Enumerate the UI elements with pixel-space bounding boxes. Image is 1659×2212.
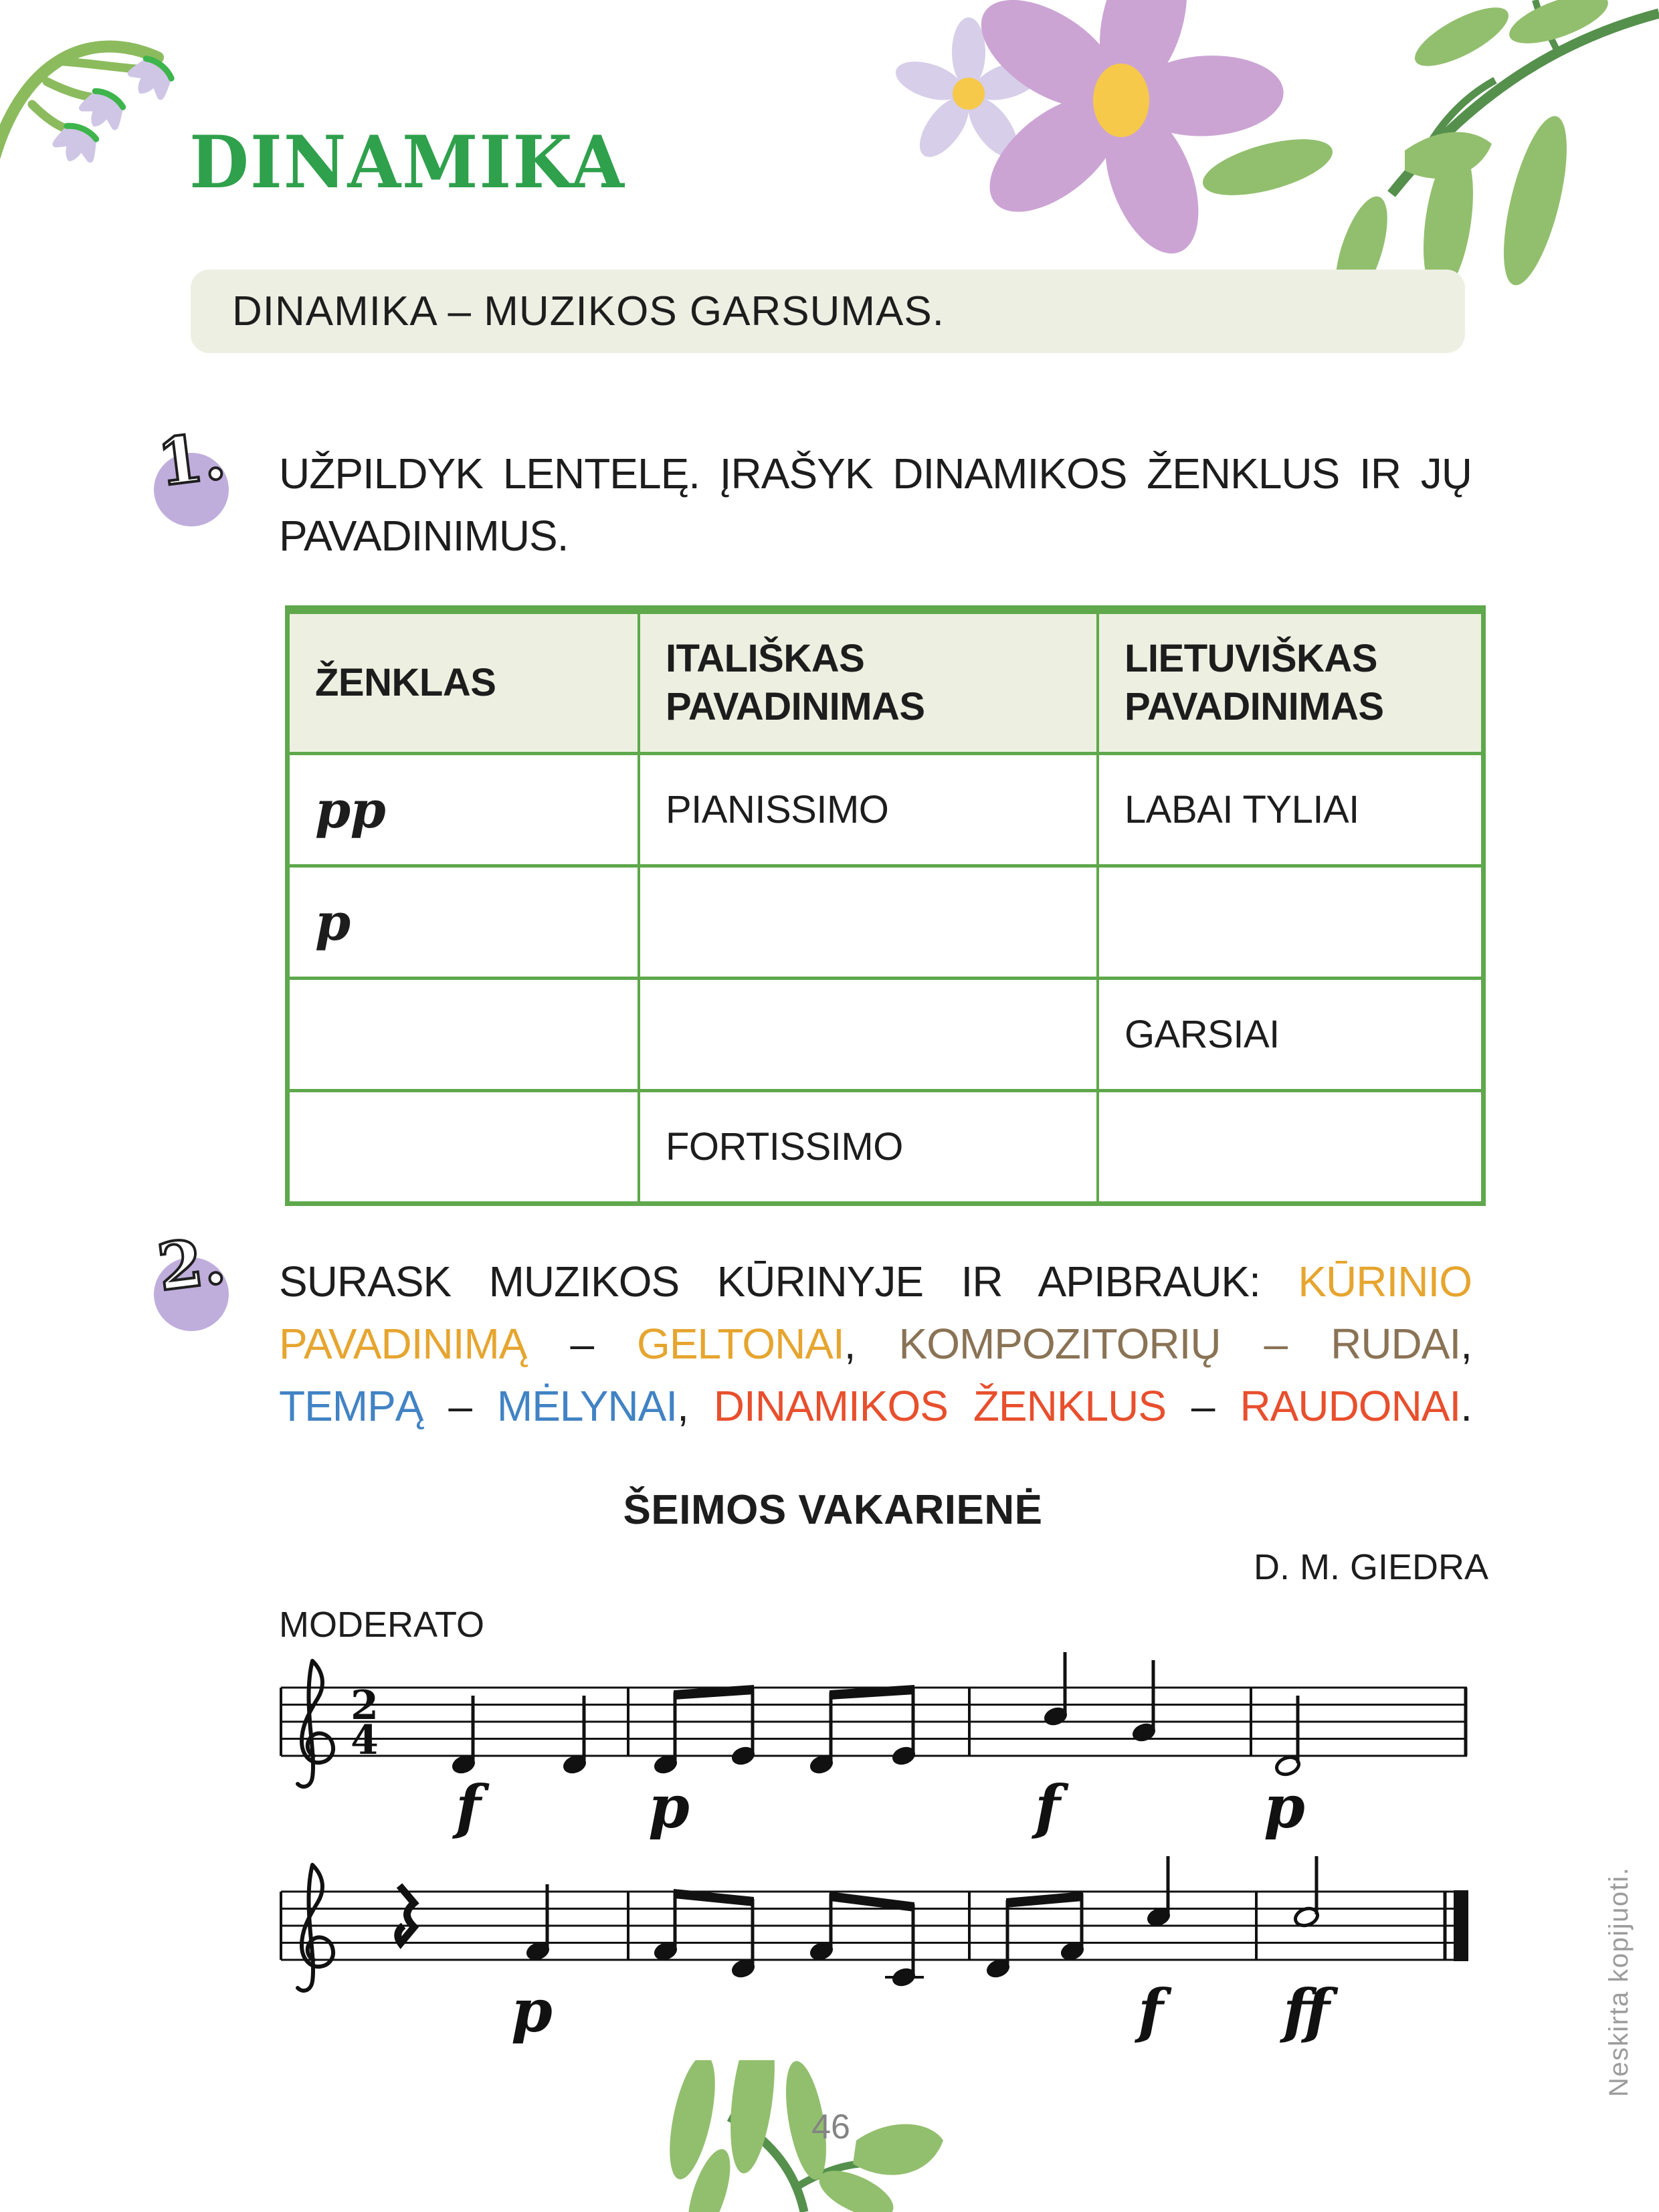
exercise2-instruction <box>279 1251 1472 1437</box>
cell-sign: pp <box>315 780 386 839</box>
exercise2-segment: – <box>526 1320 638 1368</box>
cell-sign-blank <box>290 980 638 1089</box>
cell-sign-blank <box>290 1092 638 1201</box>
page-title: DINAMIKA <box>189 120 625 205</box>
leaf-branch-icon <box>1197 0 1659 294</box>
header-label: ITALIŠKAS PAVADINIMAS <box>666 637 925 728</box>
exercise2-number: 2. <box>153 1222 229 1306</box>
exercise2-segment: , <box>844 1320 899 1368</box>
cell-lithuanian: GARSIAI <box>1096 980 1481 1089</box>
exercise2-segment: PAVADINIMĄ <box>279 1320 527 1368</box>
exercise2-line <box>279 1313 1472 1375</box>
cell-lithuanian-blank <box>1096 1092 1481 1201</box>
quarter-rest <box>398 1886 414 1943</box>
dynamic-marking: p <box>648 1772 690 1841</box>
exercise1-line2: PAVADINIMUS. <box>279 512 569 560</box>
exercise2-segment: KŪRINIO <box>1298 1258 1472 1306</box>
notes-measure-2 <box>652 1685 917 1776</box>
copyright-side-note: Neskirta kopijuoti. <box>1604 1866 1634 2097</box>
exercise2-line <box>279 1375 1472 1437</box>
cell-lithuanian: LABAI TYLIAI <box>1096 755 1481 864</box>
col-header-italiskas <box>638 614 1096 752</box>
table-row <box>290 1089 1481 1201</box>
music-staff-1 <box>278 1652 1482 1873</box>
exercise2-segment: . <box>1460 1382 1472 1430</box>
time-signature-bottom: 4 <box>351 1717 379 1764</box>
tempo-marking: MODERATO <box>279 1605 485 1645</box>
table-header-row <box>290 614 1481 752</box>
flower-center <box>1093 64 1149 137</box>
exercise2-segment: RUDAI <box>1331 1320 1461 1368</box>
dynamic-marking: ff <box>1283 1976 1326 2045</box>
dynamic-marking: f <box>456 1772 481 1841</box>
notes-measure-1 <box>450 1696 588 1776</box>
notes-measure-2 <box>652 1889 924 1989</box>
flowers-and-branch-decoration <box>890 0 1659 294</box>
cell-lithuanian-blank <box>1096 868 1481 977</box>
exercise2-segment: KOMPOZITORIŲ <box>898 1320 1221 1368</box>
lily-of-the-valley-decoration <box>0 0 214 375</box>
exercise1-number: 1. <box>153 417 229 501</box>
song-title: ŠEIMOS VAKARIENĖ <box>623 1487 1043 1533</box>
exercise2-segment: , <box>677 1382 714 1430</box>
exercise1-line1: UŽPILDYK LENTELĘ. ĮRAŠYK DINAMIKOS ŽENKLUS IR JŲ <box>279 449 1472 498</box>
exercise2-segment: DINAMIKOS ŽENKLUS <box>713 1382 1167 1430</box>
exercise2-segment: RAUDONAI <box>1240 1382 1461 1430</box>
exercise2-segment: , <box>1460 1320 1472 1368</box>
notes-measure-4 <box>1274 1696 1301 1777</box>
notes-measure-3 <box>1042 1652 1157 1744</box>
time-signature-top: 2 <box>351 1682 379 1729</box>
exercise2-segment: MĖLYNAI <box>496 1382 678 1430</box>
flower-center <box>953 78 985 110</box>
header-label: LIETUVIŠKAS PAVADINIMAS <box>1125 637 1384 728</box>
exercise2-segment: GELTONAI <box>637 1320 844 1368</box>
table-row <box>290 752 1481 864</box>
col-header-zenklas <box>290 614 638 752</box>
exercise2-segment: – <box>423 1382 497 1430</box>
exercise2-segment: TEMPĄ <box>279 1382 423 1430</box>
header-label: ŽENKLAS <box>315 661 496 704</box>
treble-clef-icon <box>298 1865 333 1991</box>
staff-lines <box>281 1688 1467 1756</box>
notes-measure-3 <box>985 1856 1172 1980</box>
table-row <box>290 864 1481 977</box>
cell-sign: p <box>315 892 351 952</box>
dynamic-marking: f <box>1035 1772 1060 1841</box>
lily-bell-flower <box>122 52 179 106</box>
dynamics-table <box>285 605 1486 1206</box>
definition-banner <box>191 270 1465 353</box>
dynamic-marking: p <box>511 1976 553 2045</box>
exercise2-line <box>279 1251 1472 1313</box>
dynamic-marking: p <box>1264 1772 1305 1841</box>
cell-italian-blank <box>638 868 1096 977</box>
dynamic-marking: f <box>1138 1976 1163 2045</box>
music-staff-2 <box>278 1856 1482 2077</box>
cell-italian: PIANISSIMO <box>638 755 1096 864</box>
exercise2-segment: – <box>1220 1320 1331 1368</box>
cell-italian-blank <box>638 980 1096 1089</box>
definition-text: DINAMIKA – MUZIKOS GARSUMAS. <box>232 288 945 334</box>
beam <box>1006 1892 1083 1908</box>
table-row <box>290 977 1481 1089</box>
notes-measure-1 <box>524 1884 551 1963</box>
cell-italian: FORTISSIMO <box>638 1092 1096 1201</box>
exercise1-instruction <box>279 443 1472 567</box>
col-header-lietuviskas <box>1096 614 1481 752</box>
exercise2-segment: SURASK MUZIKOS KŪRINYJE IR APIBRAUK: <box>279 1258 1298 1306</box>
treble-clef-icon <box>298 1661 333 1787</box>
page-number: 46 <box>811 2108 850 2146</box>
exercise2-segment: – <box>1166 1382 1240 1430</box>
final-barline-thick <box>1454 1890 1468 1961</box>
song-composer: D. M. GIEDRA <box>1253 1547 1488 1587</box>
